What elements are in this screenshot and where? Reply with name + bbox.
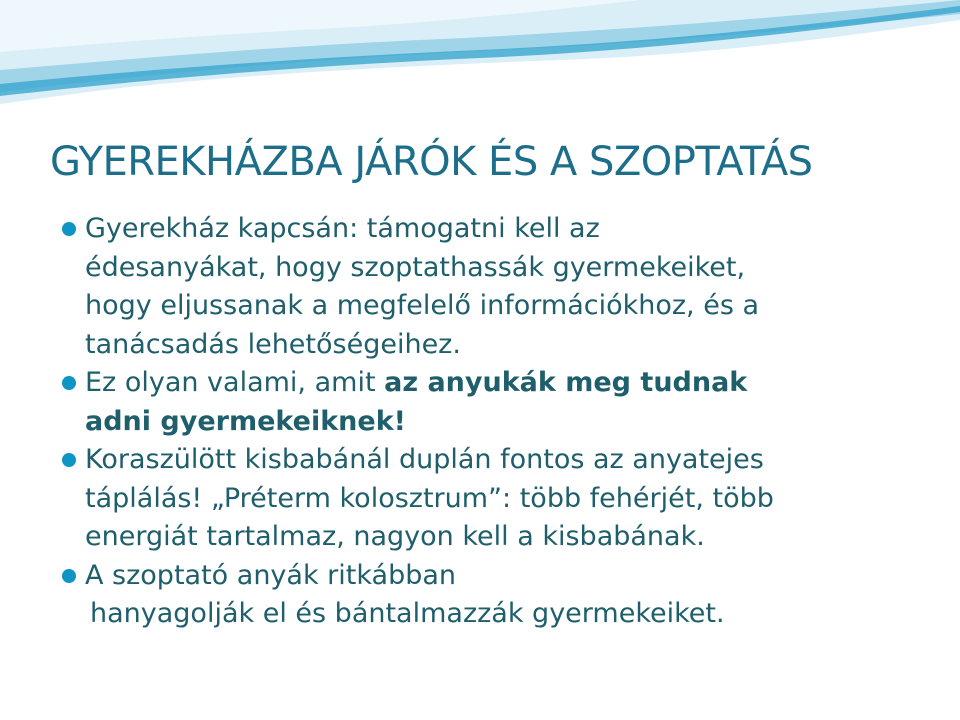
bullet-dot-icon [62, 569, 76, 583]
bullet-dot-icon [62, 222, 76, 236]
bullet-1-line-2: édesanyákat, hogy szoptathassák gyermekeiket, [85, 251, 746, 283]
bullet-list [62, 210, 922, 634]
bullet-1-line-3: hogy eljussanak a megfelelő információkhoz, és a [85, 290, 760, 321]
slide-title: GYEREKHÁZBA JÁRÓK ÉS A SZOPTATÁS [50, 139, 813, 185]
bullet-item-2 [62, 364, 922, 441]
bullet-item-4 [62, 557, 922, 634]
bullet-item-3 [62, 441, 922, 557]
bullet-3-line-1: Koraszülött kisbabánál duplán fontos az anyatejes [85, 444, 764, 475]
bullet-2-line-1 [85, 364, 922, 403]
bullet-1-line-1: Gyerekház kapcsán: támogatni kell az [85, 213, 600, 244]
bullet-3-line-3: energiát tartalmaz, nagyon kell a kisbabának. [85, 521, 705, 552]
bullet-1-line-4: tanácsadás lehetőségeihez. [85, 328, 461, 360]
bullet-2-bold-text: az anyukák meg tudnak [384, 367, 748, 398]
bullet-dot-icon [62, 453, 76, 467]
bullet-dot-icon [62, 376, 76, 390]
bullet-4-line-2: hanyagolják el és bántalmazzák gyermekeiket. [90, 598, 725, 629]
bullet-item-1 [62, 210, 922, 364]
bullet-2-normal-text: Ez olyan valami, amit [85, 367, 385, 398]
bullet-3-line-2: táplálás! „Préterm kolosztrum”: több fehérjét, több [85, 482, 774, 514]
bullet-4-line-1: A szoptató anyák ritkábban [85, 559, 456, 591]
bullet-2-line-2: adni gyermekeiknek! [85, 405, 406, 437]
wave-header-decoration [0, 0, 960, 120]
